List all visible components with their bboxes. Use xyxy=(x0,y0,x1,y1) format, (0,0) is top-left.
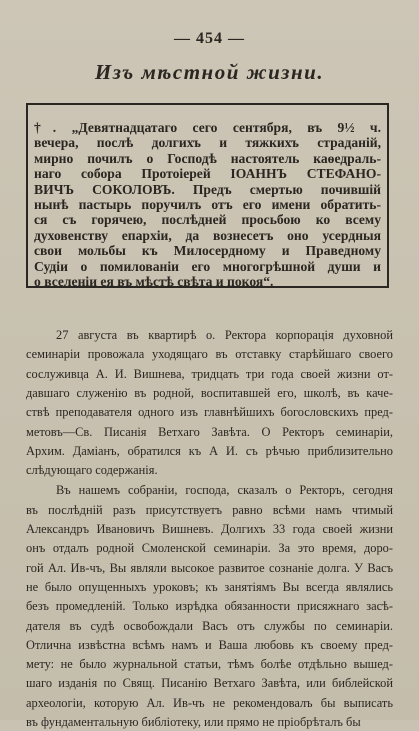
obituary-line: мирно почилъ о Господѣ настоятель каѳедраль- xyxy=(34,150,381,166)
obituary-line: о вселеніи ея въ мѣстѣ свѣта и покоя“. xyxy=(34,274,274,289)
body-line: безъ промедленій. Только изрѣдка обязанности присяжнаго засѣ- xyxy=(26,599,393,614)
section-title: Изъ мѣстной жизни. xyxy=(94,60,325,84)
body-line: метовъ—Св. Писанія Ветхаго Завѣта. О Ректоръ семинаріи, xyxy=(26,424,393,439)
body-line: Александръ Ивановичъ Вишневъ. Долгихъ 33 года своей жизни xyxy=(26,522,393,536)
obituary-line: нынѣ пастырь поручилъ отъ его имени обратить- xyxy=(34,197,381,212)
obituary-line: наго собора Протоіерей ІОАННЪ СТЕФАНО- xyxy=(34,166,381,182)
body-line: въ фундаментальную библіотеку, или прямо не пріобрѣталъ бы xyxy=(26,715,361,729)
body-line: сослуживца А. И. Вишнева, тридцать три года своей жизни от- xyxy=(26,366,393,381)
body-line: Отлична извѣстна всѣмъ намъ и Ваша любовь къ своему пред- xyxy=(26,637,393,652)
obituary-line: свои мольбы къ Милосердному и Праведному xyxy=(34,243,381,259)
body-line: Архим. Даміанъ, обратился къ А И. съ рѣчью приблизительно xyxy=(26,443,393,458)
body-line: Въ нашемъ собраніи, господа, сказалъ о Ректоръ, сегодня xyxy=(56,483,393,498)
body-line: гой Ал. Ив-чъ, Вы являли высокое развитое сознаніе долга. У Васъ xyxy=(26,560,393,575)
obituary-line: †. „Девятнадцатаго сего сентября, въ 9½ ч. xyxy=(34,120,381,135)
obituary-line: Судіи о помилованіи его многогрѣшной души и xyxy=(34,258,381,274)
body-line: ствѣ преподавателя одного изъ главнѣйшихъ богословскихъ пред- xyxy=(26,405,393,420)
body-line: дателя въ судѣ освобождали Васъ отъ службы по семинаріи. xyxy=(26,618,393,633)
body-line: шаго изданія по Свящ. Писанію Ветхаго Завѣта, или библейской xyxy=(26,676,393,691)
body-line: семинаріи провожала уходящаго въ отставку старѣйшаго своего xyxy=(26,347,393,362)
body-line: онъ отдалъ родной Смоленской семинаріи. За это время, доро- xyxy=(26,541,393,556)
obituary-line: духовенству епархіи, да вознесетъ оно усердныя xyxy=(34,227,381,243)
body-line: въ послѣдній разъ присутствуетъ равно всѣми намъ чтимый xyxy=(26,502,393,517)
body-line: слѣдующаго содержанія. xyxy=(26,463,158,478)
body-line: мету: не было журнальной статьи, тѣмъ болѣе отдѣльно вышед- xyxy=(26,657,393,672)
body-line: не было опущенныхъ уроковъ; къ занятіямъ Вы всегда являлись xyxy=(26,579,393,594)
page-number: — 454 — xyxy=(174,30,245,47)
body-line: археологіи, которую Ал. Ив-чъ не рекомендовалъ бы выписать xyxy=(26,695,393,710)
obituary-line: ся съ горячею, послѣдней просьбою ко всему xyxy=(34,212,381,228)
body-line: давшаго служенію въ родной, воспитавшей его, школѣ, въ каче- xyxy=(26,385,393,400)
obituary-line: вечера, послѣ долгихъ и тяжкихъ страданій, xyxy=(34,135,381,151)
body-line: 27 августа въ квартирѣ о. Ректора корпорація духовной xyxy=(56,328,393,342)
obituary-line: ВИЧЪ СОКОЛОВЪ. Предъ смертью почившій xyxy=(34,181,381,197)
